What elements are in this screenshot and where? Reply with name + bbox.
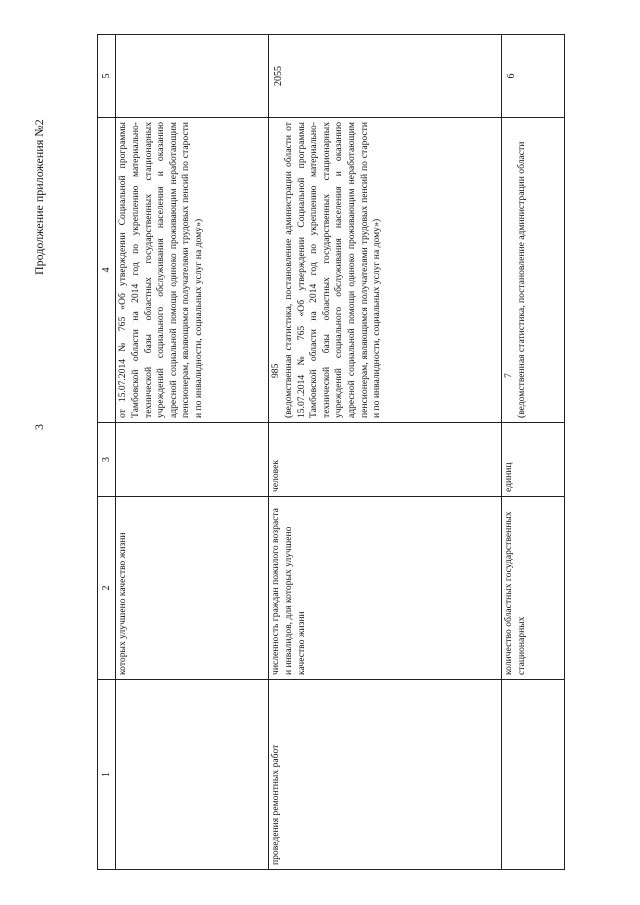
cell-target-number: 6 <box>506 73 518 79</box>
cell-base-number: 7 <box>503 373 515 378</box>
cell-target-value <box>502 35 565 118</box>
cell-base-source: (ведомственная статистика, постановление администрации области от 15.07.2014 № 765 «Об утверждении Социальной программы Тамбовской области на 2014 год по укреплению материально-технической базы областных государственных стационарных учреждений социального обслуживания населения и оказанию адресной социальной помощи одиноко проживающим неработающим пенсионерам, являющимся получателями трудовых пенсий по старости и по инвалидности, социальных услуг на дому») <box>282 122 383 418</box>
header-cell-4: 4 <box>98 118 116 423</box>
cell-indicator-group <box>502 680 565 870</box>
cell-base-source: от 15.07.2014 № 765 «Об утверждении Социальной программы Тамбовской области на 2014 год по укреплению материально-технической базы областных государственных стационарных учреждений социального обслуживания населения и оказанию адресной социальной помощи одиноко проживающим неработающим пенсионерам, являющимся получателями трудовых пенсий по старости и по инвалидности, социальных услуг на дому») <box>117 122 205 418</box>
header-cell-5: 5 <box>98 35 116 118</box>
header-cell-3: 3 <box>98 423 116 497</box>
cell-indicator-name: численность граждан пожилого возраста и инвалидов, для которых улучшено качество жизни <box>269 497 502 680</box>
cell-unit <box>116 423 269 497</box>
cell-indicator-group: проведения ремонтных работ <box>269 680 502 870</box>
cell-unit: человек <box>269 423 502 497</box>
cell-base-number: 985 <box>270 363 282 378</box>
table-header-row <box>98 35 116 870</box>
cell-unit: единиц <box>502 423 565 497</box>
data-table <box>97 34 565 870</box>
cell-base-value <box>116 118 269 423</box>
cell-target-number: 2055 <box>273 66 285 86</box>
table-row <box>116 35 269 870</box>
appendix-title: Продолжение приложения №2 <box>32 119 46 275</box>
cell-indicator-name: количество областных государственных стационарных <box>502 497 565 680</box>
table-row <box>269 35 502 870</box>
cell-indicator-name: которых улучшено качество жизни <box>116 497 269 680</box>
cell-indicator-group <box>116 680 269 870</box>
cell-base-value <box>269 118 502 423</box>
cell-base-value <box>502 118 565 423</box>
table-container <box>97 60 577 870</box>
header-cell-2: 2 <box>98 497 116 680</box>
cell-base-source: (ведомственная статистика, постановление администрации области <box>515 141 527 418</box>
cell-target-value <box>269 35 502 118</box>
cell-target-value <box>116 35 269 118</box>
header-cell-1: 1 <box>98 680 116 870</box>
page-number: 3 <box>32 424 46 430</box>
table-row <box>502 35 565 870</box>
